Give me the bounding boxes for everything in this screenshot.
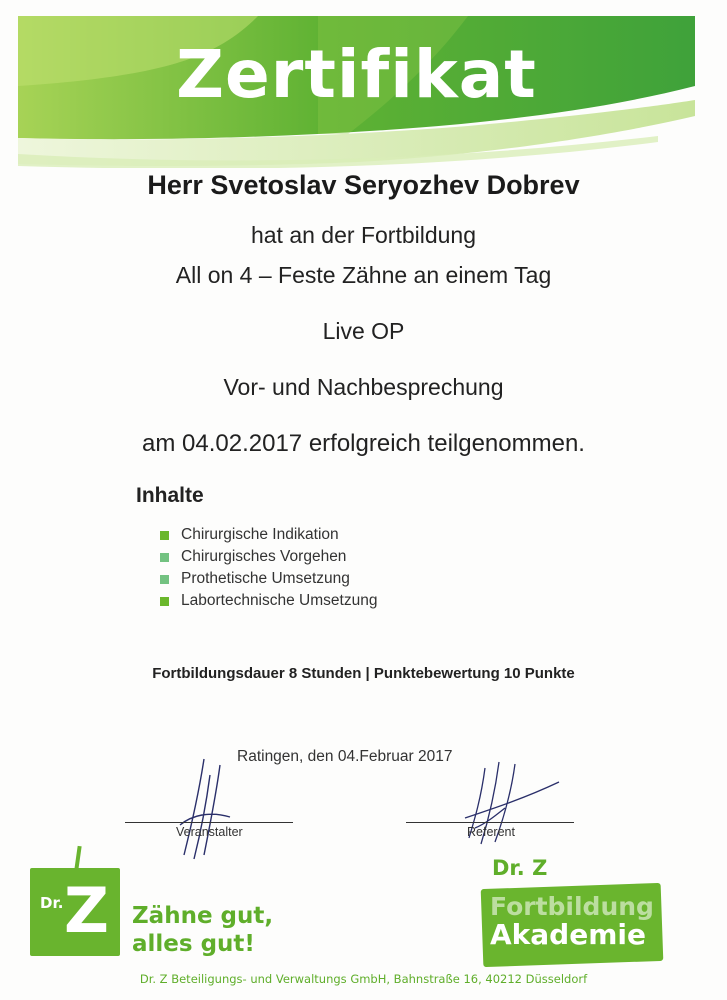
course-title: All on 4 – Feste Zähne an einem Tag bbox=[175, 262, 552, 288]
course-part-2: Vor- und Nachbesprechung bbox=[223, 374, 504, 400]
contents-heading: Inhalte bbox=[136, 484, 204, 507]
completion-line: am 04.02.2017 erfolgreich teilgenommen. bbox=[142, 430, 585, 457]
bullet-square-icon bbox=[160, 553, 169, 562]
course-part-1: Live OP bbox=[322, 318, 405, 344]
akademie-name: Akademie bbox=[490, 918, 646, 951]
list-item: Labortechnische Umsetzung bbox=[160, 590, 377, 612]
place-date: Ratingen, den 04.Februar 2017 bbox=[237, 748, 453, 765]
akademie-brand: Dr. Z bbox=[492, 856, 548, 880]
intro-line: hat an der Fortbildung bbox=[250, 222, 477, 248]
recipient-name: Herr Svetoslav Seryozhev Dobrev bbox=[147, 170, 580, 200]
signature-line-right bbox=[406, 822, 574, 823]
signature-line-left bbox=[125, 822, 293, 823]
akademie-fortbildung: Fortbildung bbox=[490, 892, 654, 921]
list-item: Prothetische Umsetzung bbox=[160, 568, 377, 590]
drz-logo bbox=[30, 868, 120, 956]
bullet-square-icon bbox=[160, 597, 169, 606]
list-item: Chirurgisches Vorgehen bbox=[160, 546, 377, 568]
speaker-label: Referent bbox=[467, 825, 515, 839]
signature-left bbox=[170, 755, 240, 865]
certificate-title: Zertifikat bbox=[176, 36, 537, 113]
contents-list bbox=[160, 524, 377, 612]
duration-points: Fortbildungsdauer 8 Stunden | Punktebewertung 10 Punkte bbox=[152, 665, 575, 682]
company-address: Dr. Z Beteiligungs- und Verwaltungs GmbH, Bahnstraße 16, 40212 Düsseldorf bbox=[139, 972, 588, 986]
bullet-square-icon bbox=[160, 575, 169, 584]
logo-stem bbox=[74, 846, 81, 870]
bullet-square-icon bbox=[160, 531, 169, 540]
slogan: Zähne gut, alles gut! bbox=[132, 903, 274, 957]
list-item: Chirurgische Indikation bbox=[160, 524, 377, 546]
organizer-label: Veranstalter bbox=[176, 825, 243, 839]
logo-dr: Dr. bbox=[40, 894, 64, 912]
akademie-logo bbox=[480, 856, 670, 968]
title-banner bbox=[18, 16, 695, 168]
logo-z: Z bbox=[64, 874, 109, 947]
